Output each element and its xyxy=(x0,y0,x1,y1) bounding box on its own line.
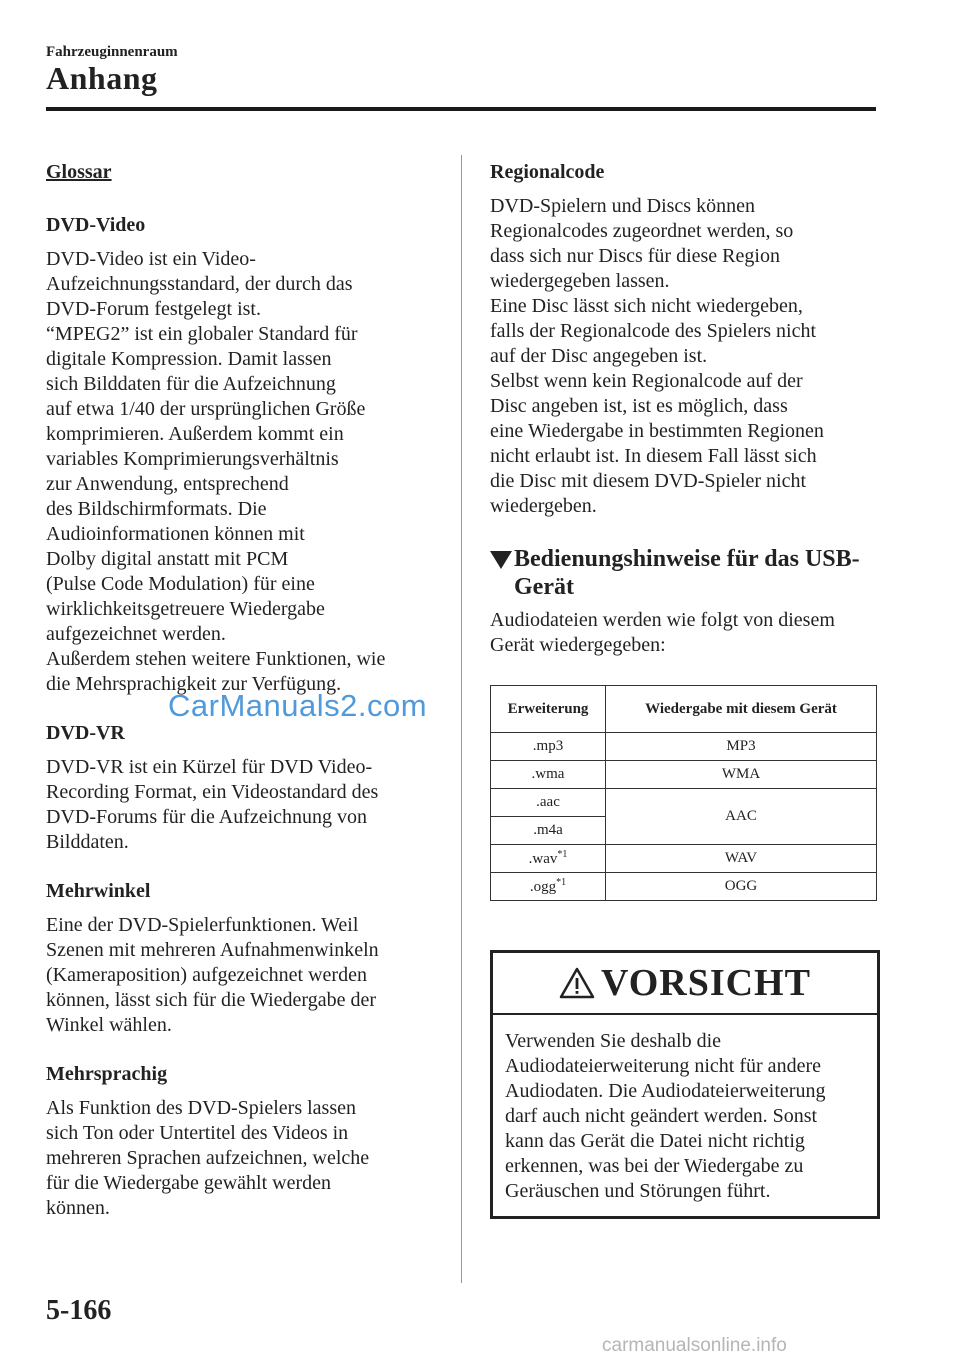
triangle-bullet-icon xyxy=(490,551,512,569)
term-dvd-vr: DVD-VR xyxy=(46,722,125,744)
table-cell-format: WMA xyxy=(606,761,877,789)
term-mehrwinkel: Mehrwinkel xyxy=(46,880,151,902)
term-mehrsprachig-text: Als Funktion des DVD-Spielers lassen sich Ton oder Untertitel des Videos in mehreren Sprachen aufzeichnen, welche für die Wiedergabe gewählt werden können. xyxy=(46,1097,370,1219)
watermark-overlay: CarManuals2.com xyxy=(168,688,428,723)
ext-label: .ogg xyxy=(529,879,557,895)
column-divider xyxy=(461,155,462,1283)
section-label: Fahrzeuginnenraum xyxy=(46,44,178,60)
caution-text: Verwenden Sie deshalb die Audiodateierweiterung nicht für andere Audiodaten. Die Audiodateierweiterung darf auch nicht geändert werden. Sonst kann das Gerät die Datei nicht richtig erkennen, was bei der Wiedergabe zu Geräuschen und Störungen führt. xyxy=(505,1030,826,1202)
term-regionalcode-text: DVD-Spielern und Discs können Regionalcodes zugeordnet werden, so dass sich nur Discs für diese Region wiedergegeben lassen. Eine Disc lässt sich nicht wiedergeben, falls der Regionalcode des Spielers nicht auf der Disc angegeben ist. Selbst wenn kein Regionalcode auf der Disc angeben ist, ist es möglich, dass eine Wiedergabe in bestimmten Regionen nicht erlaubt ist. In diesem Fall lässt sich die Disc mit diesem DVD-Spieler nicht wiedergeben. xyxy=(490,195,824,517)
table-cell-format: AAC xyxy=(606,789,877,845)
term-dvd-video-text: DVD-Video ist ein Video- Aufzeichnungsstandard, der durch das DVD-Forum festgelegt ist. “MPEG2” ist ein globaler Standard für digitale Kompression. Damit lassen sich Bilddaten für die Aufzeichnung auf etwa 1/40 der ursprünglichen Größe komprimieren. Außerdem kommt ein variables Komprimierungsverhältnis zur Anwendung, entsprechend des Bildschirmformats. Die Audioinformationen können mit Dolby digital anstatt mit PCM (Pulse Code Modulation) für eine wirklichkeitsgetreuere Wiedergabe aufgezeichnet werden. Außerdem stehen weitere Funktionen, wie die Mehrsprachigkeit zur Verfügung. xyxy=(46,248,386,695)
usb-heading-text: Bedienungshinweise für das USB- Gerät xyxy=(514,546,860,600)
caution-title: VORSICHT xyxy=(601,962,811,1004)
usb-intro: Audiodateien werden wie folgt von diesem Gerät wiedergegeben: xyxy=(490,609,835,656)
table-row xyxy=(491,873,877,901)
footer-watermark: carmanualsonline.info xyxy=(602,1335,787,1356)
term-dvd-vr-text: DVD-VR ist ein Kürzel für DVD Video- Recording Format, ein Videostandard des DVD-Forums für die Aufzeichnung von Bilddaten. xyxy=(46,756,379,853)
term-regionalcode: Regionalcode xyxy=(490,161,605,183)
right-column xyxy=(490,160,880,543)
table-cell-ext xyxy=(491,873,606,901)
term-mehrsprachig: Mehrsprachig xyxy=(46,1063,168,1085)
table-header-row xyxy=(491,686,877,733)
table-cell-ext: .m4a xyxy=(491,817,606,845)
table-cell-format: MP3 xyxy=(606,733,877,761)
table-row xyxy=(491,789,877,817)
table-cell-ext xyxy=(491,845,606,873)
header-rule xyxy=(46,107,876,111)
table-cell-format: OGG xyxy=(606,873,877,901)
page-title: Anhang xyxy=(46,60,158,96)
table-row xyxy=(491,761,877,789)
table-row xyxy=(491,845,877,873)
usb-heading xyxy=(490,545,880,601)
glossary-heading: Glossar xyxy=(46,161,112,183)
extension-table xyxy=(490,685,877,901)
table-cell-ext: .mp3 xyxy=(491,733,606,761)
table-header-format: Wiedergabe mit diesem Gerät xyxy=(606,686,877,733)
page-number: 5-166 xyxy=(46,1295,112,1326)
table-cell-ext: .aac xyxy=(491,789,606,817)
caution-box xyxy=(490,950,880,1219)
term-dvd-video: DVD-Video xyxy=(46,214,146,236)
warning-triangle-icon xyxy=(559,967,595,999)
footnote-mark: *1 xyxy=(556,877,567,888)
table-row xyxy=(491,733,877,761)
caution-header xyxy=(493,953,877,1015)
table-cell-ext: .wma xyxy=(491,761,606,789)
term-mehrwinkel-text: Eine der DVD-Spielerfunktionen. Weil Szenen mit mehreren Aufnahmenwinkeln (Kameraposition) aufgezeichnet werden können, lässt sich für die Wiedergabe der Winkel wählen. xyxy=(46,914,379,1036)
table-header-extension: Erweiterung xyxy=(491,686,606,733)
footnote-mark: *1 xyxy=(557,849,568,860)
ext-label: .wav xyxy=(528,851,558,867)
table-cell-format: WAV xyxy=(606,845,877,873)
